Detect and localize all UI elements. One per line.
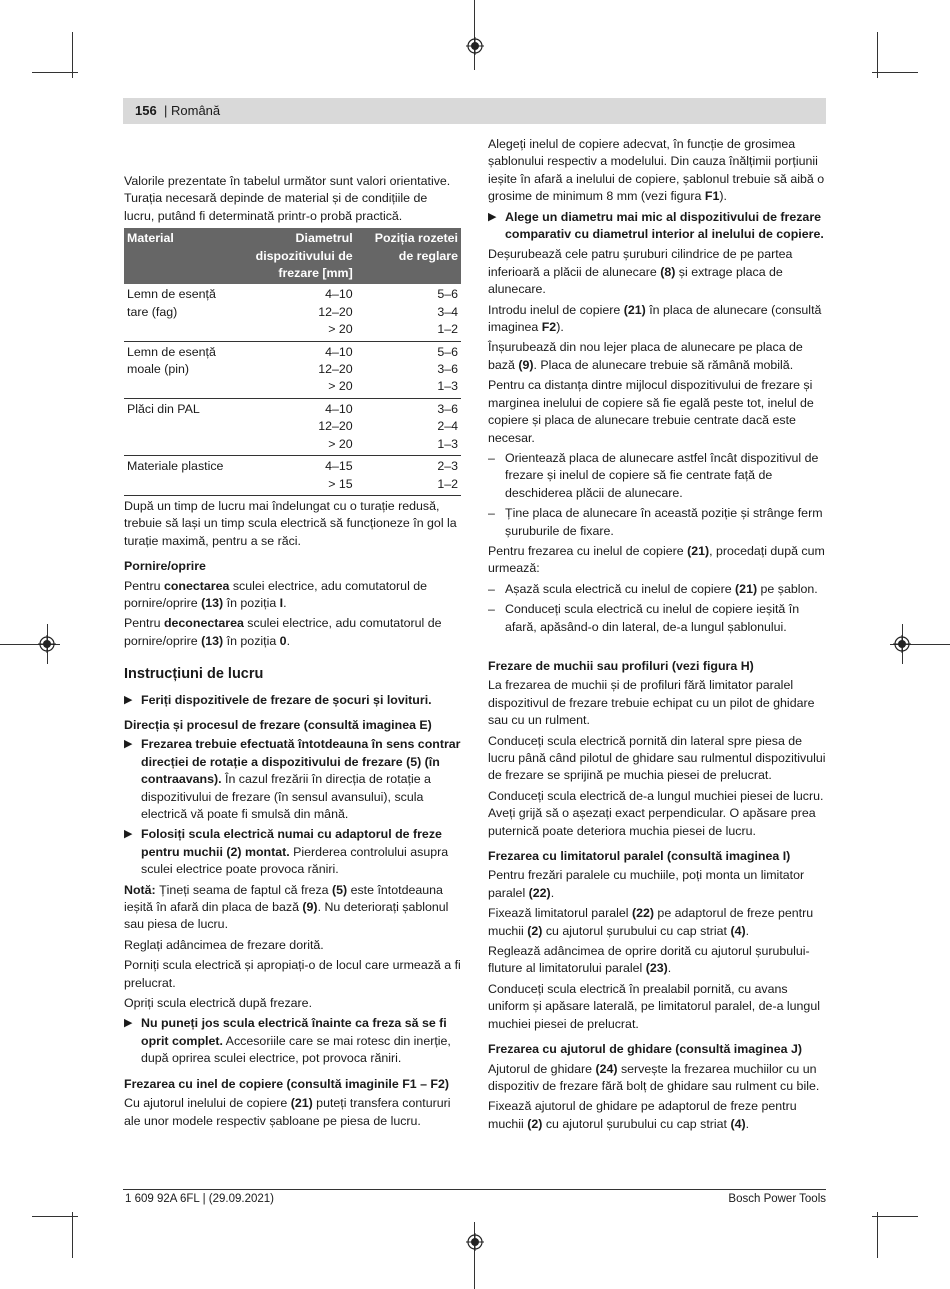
section-heading: Direcția și procesul de frezare (consultă imaginea E): [124, 717, 432, 732]
paragraph: Conduceți scula electrică în prealabil pornită, cu avans uniform și apăsare laterală, pe limitatorul paralel, de-a lungul muchiei piesei de prelucrat.: [488, 981, 820, 1031]
table-cell: Lemn de esență moale (pin): [124, 341, 237, 398]
paragraph: La frezarea de muchii și de profiluri fără limitator paralel dispozitivul de frezare trebuie echipat cu un pilot de ghidare sau cu un rulment.: [488, 678, 815, 728]
section-heading: Frezare de muchii sau profiluri (vezi figura H): [488, 658, 754, 673]
crop-mark: [877, 1212, 878, 1258]
table-header: Material: [124, 228, 237, 284]
registration-mark-icon: [38, 635, 56, 653]
switch-off-paragraph: Pentru deconectarea sculei electrice, adu comutatorul de pornire/oprire (13) în poziția 0.: [124, 616, 442, 648]
crop-mark: [32, 1216, 78, 1217]
arrow-icon: ▶: [124, 1017, 133, 1030]
paragraph: Pentru frezări paralele cu muchiile, poți monta un limitator paralel (22).: [488, 868, 805, 900]
table-cell: Materiale plastice: [124, 456, 237, 496]
publisher-name: Bosch Power Tools: [728, 1193, 826, 1205]
section-heading: Frezarea cu inel de copiere (consultă imaginile F1 – F2): [124, 1076, 450, 1091]
table-row: [124, 398, 461, 455]
paragraph: Reglează adâncimea de oprire dorită cu ajutorul șurubului-fluture al limitatorului paralel (23).: [488, 944, 810, 976]
speed-table: [124, 228, 461, 496]
table-cell: 4–15 > 15: [237, 456, 355, 496]
paragraph: Înșurubează din nou lejer placa de alunecare pe placa de bază (9). Placa de alunecare trebuie să rămână mobilă.: [488, 340, 803, 372]
paragraph: Porniți scula electrică și apropiați-o de locul care urmează a fi prelucrat.: [124, 958, 461, 990]
page-footer: [123, 1189, 826, 1205]
table-row: [124, 284, 461, 341]
table-row: [124, 341, 461, 398]
section-title: Instrucțiuni de lucru: [124, 666, 264, 683]
crop-mark: [474, 0, 475, 70]
right-column: [488, 136, 826, 1136]
paragraph: Alegeți inelul de copiere adecvat, în funcție de grosimea șablonului respectiv a modelului. Din cauza înălțimii porțiunii ieșite în afară a inelului de copiere, șablonul trebuie să aibă o grosime de minimum 8 mm (vezi figura F1).: [488, 137, 825, 204]
warning-item: ▶ Folosiți scula electrică numai cu adaptorul de freze pentru muchii (2) montat. Pierderea controlului asupra sculei electrice poate provoca răniri.: [124, 827, 449, 877]
intro-paragraph: Valorile prezentate în tabelul următor sunt valori orientative. Turația necesară depinde de material și de condițiile de lucru, putând fi determinată printr-o probă practică.: [124, 174, 451, 223]
left-column: [124, 173, 461, 1133]
crop-mark: [872, 72, 918, 73]
arrow-icon: ▶: [124, 828, 133, 841]
registration-mark-icon: [466, 1233, 484, 1251]
crop-mark: [72, 1212, 73, 1258]
registration-mark-icon: [893, 635, 911, 653]
table-row: [124, 456, 461, 496]
table-cell: Plăci din PAL: [124, 398, 237, 455]
paragraph: Deșurubează cele patru șuruburi cilindrice de pe partea inferioară a plăcii de alunecare (8) și extrage placa de alunecare.: [488, 247, 793, 297]
table-cell: 4–10 12–20 > 20: [237, 341, 355, 398]
arrow-icon: ▶: [488, 210, 497, 223]
table-cell: 2–3 1–2: [356, 456, 461, 496]
paragraph: Reglați adâncimea de frezare dorită.: [124, 937, 324, 952]
section-heading: Pornire/oprire: [124, 559, 206, 574]
table-cell: 5–6 3–4 1–2: [437, 287, 458, 337]
table-cell: 4–10 12–20 > 20: [237, 398, 355, 455]
document-code: 1 609 92A 6FL | (29.09.2021): [125, 1193, 274, 1205]
table-cell: 4–10 12–20 > 20: [318, 287, 353, 337]
after-table-paragraph: După un timp de lucru mai îndelungat cu o turație redusă, trebuie să lași un timp scula electrică să funcționeze în gol la turație maximă, pentru a se răci.: [124, 498, 457, 548]
section-heading: Frezarea cu ajutorul de ghidare (consultă imaginea J): [488, 1042, 802, 1057]
paragraph: Opriți scula electrică după frezare.: [124, 996, 313, 1011]
paragraph: Ajutorul de ghidare (24) servește la frezarea muchiilor cu un dispozitiv de frezare fără bolț de ghidare sau rulment cu bile.: [488, 1061, 820, 1093]
warning-item: ▶ Feriți dispozitivele de frezare de șocuri și lovituri.: [124, 692, 461, 709]
paragraph: Conduceți scula electrică pornită din lateral spre piesa de lucru până când pilotul de ghidare sau rulmentul dispozitivului de frezare se sprijină pe muchia piesei de prelucrat.: [488, 733, 826, 783]
table-cell: 3–6 2–4 1–3: [356, 398, 461, 455]
paragraph: Introdu inelul de copiere (21) în placa de alunecare (consultă imaginea F2).: [488, 302, 822, 335]
paragraph: Conduceți scula electrică de-a lungul muchiei piesei de lucru. Aveți grijă să o așezați exact perpendicular. O apăsare prea puternică poate deteriora muchia piesei de lucru.: [488, 788, 824, 838]
list-item: – Orientează placa de alunecare astfel încât dispozitivul de frezare și inelul de copiere să fie centrate față de deschiderea plăcii de alunecare.: [488, 450, 819, 500]
list-item: – Ține placa de alunecare în această poziție și strânge ferm șuruburile de fixare.: [488, 506, 823, 538]
table-header: Diametrul dispozitivului de frezare [mm]: [237, 228, 355, 284]
paragraph: Cu ajutorul inelului de copiere (21) puteți transfera contururi ale unor modele respectiv șabloane pe piesa de lucru.: [124, 1096, 451, 1128]
table-cell: Lemn de esență tare (fag): [127, 287, 216, 319]
list-item: – Așază scula electrică cu inelul de copiere (21) pe șablon.: [488, 581, 818, 596]
paragraph: Pentru ca distanța dintre mijlocul dispozitivului de frezare și marginea inelului de copiere să fie egală peste tot, inelul de copiere și placa de alunecare trebuie centrate dacă este necesar.: [488, 378, 814, 445]
crop-mark: [872, 1216, 918, 1217]
crop-mark: [32, 72, 78, 73]
warning-item: ▶ Alege un diametru mai mic al dispozitivului de frezare comparativ cu diametrul interior al inelului de copiere.: [488, 209, 824, 242]
switch-on-paragraph: Pentru conectarea sculei electrice, adu comutatorul de pornire/oprire (13) în poziția I.: [124, 578, 428, 610]
note-paragraph: Notă: Țineți seama de faptul că freza (5) este întotdeauna ieșită în afară din placa de bază (9). Nu deteriorați șablonul sau piesa de lucru.: [124, 882, 449, 932]
warning-item: ▶ Frezarea trebuie efectuată întotdeauna în sens contrar direcției de rotație a dispozitivului de frezare (5) (în contraavans). În cazul frezării în direcția de rotație a dispozitivului de frezare (în sensul avansului), scula electrică vă poate fi smulsă din mână.: [124, 737, 461, 821]
arrow-icon: ▶: [124, 693, 133, 706]
paragraph: Fixează ajutorul de ghidare pe adaptorul de freze pentru muchii (2) cu ajutorul șurubului cu cap striat (4).: [488, 1099, 797, 1131]
table-cell: 5–6 3–6 1–3: [356, 341, 461, 398]
registration-mark-icon: [466, 37, 484, 55]
arrow-icon: ▶: [124, 738, 133, 751]
page-header: [123, 98, 826, 124]
section-heading: Frezarea cu limitatorul paralel (consultă imaginea I): [488, 849, 791, 864]
table-header: Poziția rozetei de reglare: [356, 228, 461, 284]
paragraph: Fixează limitatorul paralel (22) pe adaptorul de freze pentru muchii (2) cu ajutorul șurubului cu cap striat (4).: [488, 906, 814, 938]
warning-item: ▶ Nu puneți jos scula electrică înainte ca freza să se fi oprit complet. Accesoriile care se mai rotesc din inerție, după oprirea sculei electrice, pot provoca răniri.: [124, 1016, 451, 1066]
paragraph: Pentru frezarea cu inelul de copiere (21), procedați după cum urmează:: [488, 543, 825, 576]
page-number: 156: [135, 103, 157, 118]
language-label: | Română: [164, 103, 221, 118]
list-item: – Conduceți scula electrică cu inelul de copiere ieșită în afară, apăsând-o din lateral, de-a lungul șablonului.: [488, 602, 800, 634]
